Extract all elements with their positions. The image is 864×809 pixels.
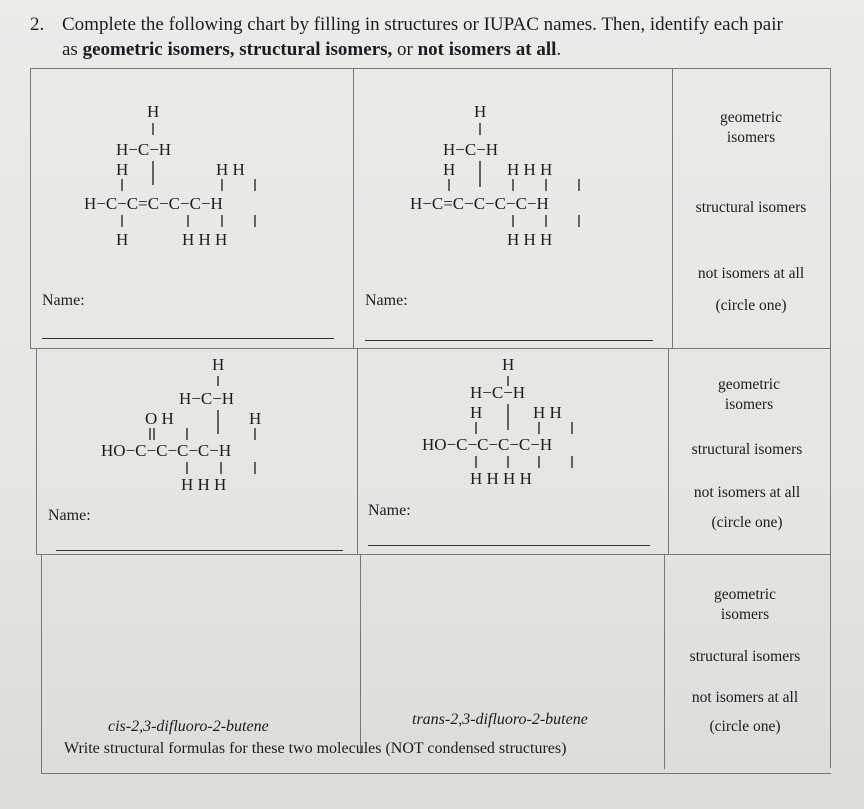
svg-text:H H H: H H H bbox=[181, 475, 227, 494]
table-border-left-2 bbox=[36, 349, 37, 554]
table-row-divider-2 bbox=[36, 554, 831, 555]
svg-text:H H H H: H H H H bbox=[470, 469, 532, 488]
question-bold-2: not isomers at all bbox=[417, 39, 557, 60]
table-col-divider-2a bbox=[672, 68, 673, 349]
row2-left-name-line[interactable] bbox=[56, 550, 343, 551]
table-col-divider-1c bbox=[360, 554, 361, 754]
svg-text:H: H bbox=[212, 355, 225, 374]
table-border-bottom bbox=[41, 773, 831, 774]
table-border-left-1 bbox=[30, 68, 31, 349]
row2-circle-one: (circle one) bbox=[711, 514, 783, 531]
table-border-left-3 bbox=[41, 554, 42, 774]
svg-text:H: H bbox=[474, 102, 487, 121]
svg-text:H: H bbox=[116, 230, 129, 249]
svg-text:H: H bbox=[249, 409, 262, 428]
question-line-1: Complete the following chart by filling in structures or IUPAC names. Then, identify each pair bbox=[62, 14, 783, 35]
row1-left-name-line[interactable] bbox=[42, 338, 334, 339]
svg-text:H H H: H H H bbox=[507, 160, 553, 179]
row3-instruction: Write structural formulas for these two molecules (NOT condensed structures) bbox=[64, 740, 567, 757]
table-col-divider-1a bbox=[353, 68, 354, 349]
row3-option-structural[interactable]: structural isomers bbox=[689, 648, 801, 665]
table-row-divider-1 bbox=[30, 348, 831, 349]
svg-text:HO−C−C−C−C−H: HO−C−C−C−C−H bbox=[101, 441, 232, 460]
svg-text:H H: H H bbox=[533, 403, 562, 422]
row3-left-molecule: cis-2,3-difluoro-2-butene bbox=[108, 718, 269, 735]
row3-option-geometric[interactable]: geometric isomers bbox=[714, 586, 776, 623]
svg-text:H−C−H: H−C−H bbox=[179, 389, 235, 408]
row1-circle-one: (circle one) bbox=[715, 297, 787, 314]
row2-option-structural[interactable]: structural isomers bbox=[691, 441, 803, 458]
svg-text:H−C−H: H−C−H bbox=[116, 140, 172, 159]
svg-text:H H H: H H H bbox=[507, 230, 553, 249]
structure-2 bbox=[405, 95, 665, 255]
svg-text:H−C=C−C−C−C−H: H−C=C−C−C−C−H bbox=[410, 194, 549, 213]
structure-4 bbox=[420, 350, 660, 500]
question-line-2: as geometric isomers, structural isomers, or not isomers at all. bbox=[62, 39, 562, 60]
svg-text:H−C−H: H−C−H bbox=[470, 383, 526, 402]
svg-text:H H H: H H H bbox=[182, 230, 228, 249]
table-col-divider-1b bbox=[357, 349, 358, 554]
svg-text:O H: O H bbox=[145, 409, 174, 428]
table-col-divider-2b bbox=[668, 349, 669, 554]
row3-right-molecule: trans-2,3-difluoro-2-butene bbox=[412, 711, 588, 728]
svg-text:H−C−H: H−C−H bbox=[443, 140, 499, 159]
row1-right-name-label: Name: bbox=[365, 292, 408, 309]
question-number: 2. bbox=[30, 14, 45, 35]
row2-right-name-line[interactable] bbox=[368, 545, 650, 546]
structure-1 bbox=[70, 95, 330, 255]
row2-right-name-label: Name: bbox=[368, 502, 411, 519]
table-border-top bbox=[30, 68, 831, 69]
row2-left-name-label: Name: bbox=[48, 507, 91, 524]
svg-text:H: H bbox=[443, 160, 456, 179]
question-bold-1: geometric isomers, structural isomers, bbox=[82, 39, 393, 60]
table-border-right bbox=[830, 68, 831, 768]
svg-text:H: H bbox=[147, 102, 160, 121]
row1-left-name-label: Name: bbox=[42, 292, 85, 309]
row1-option-structural[interactable]: structural isomers bbox=[695, 199, 807, 216]
structure-3 bbox=[95, 350, 335, 500]
svg-text:HO−C−C−C−C−H: HO−C−C−C−C−H bbox=[422, 435, 553, 454]
row3-option-not-isomers[interactable]: not isomers at all bbox=[691, 689, 799, 706]
table-col-divider-2c bbox=[664, 554, 665, 769]
row3-circle-one: (circle one) bbox=[709, 718, 781, 735]
svg-text:H−C−C=C−C−C−H: H−C−C=C−C−C−H bbox=[84, 194, 223, 213]
svg-text:H H: H H bbox=[216, 160, 245, 179]
row1-right-name-line[interactable] bbox=[365, 340, 653, 341]
row2-option-not-isomers[interactable]: not isomers at all bbox=[693, 484, 801, 501]
row2-option-geometric[interactable]: geometric isomers bbox=[718, 376, 780, 413]
svg-text:H: H bbox=[502, 355, 515, 374]
row1-option-not-isomers[interactable]: not isomers at all bbox=[697, 265, 805, 282]
svg-text:H: H bbox=[470, 403, 483, 422]
row1-option-geometric[interactable]: geometric isomers bbox=[720, 109, 782, 146]
svg-text:H: H bbox=[116, 160, 129, 179]
